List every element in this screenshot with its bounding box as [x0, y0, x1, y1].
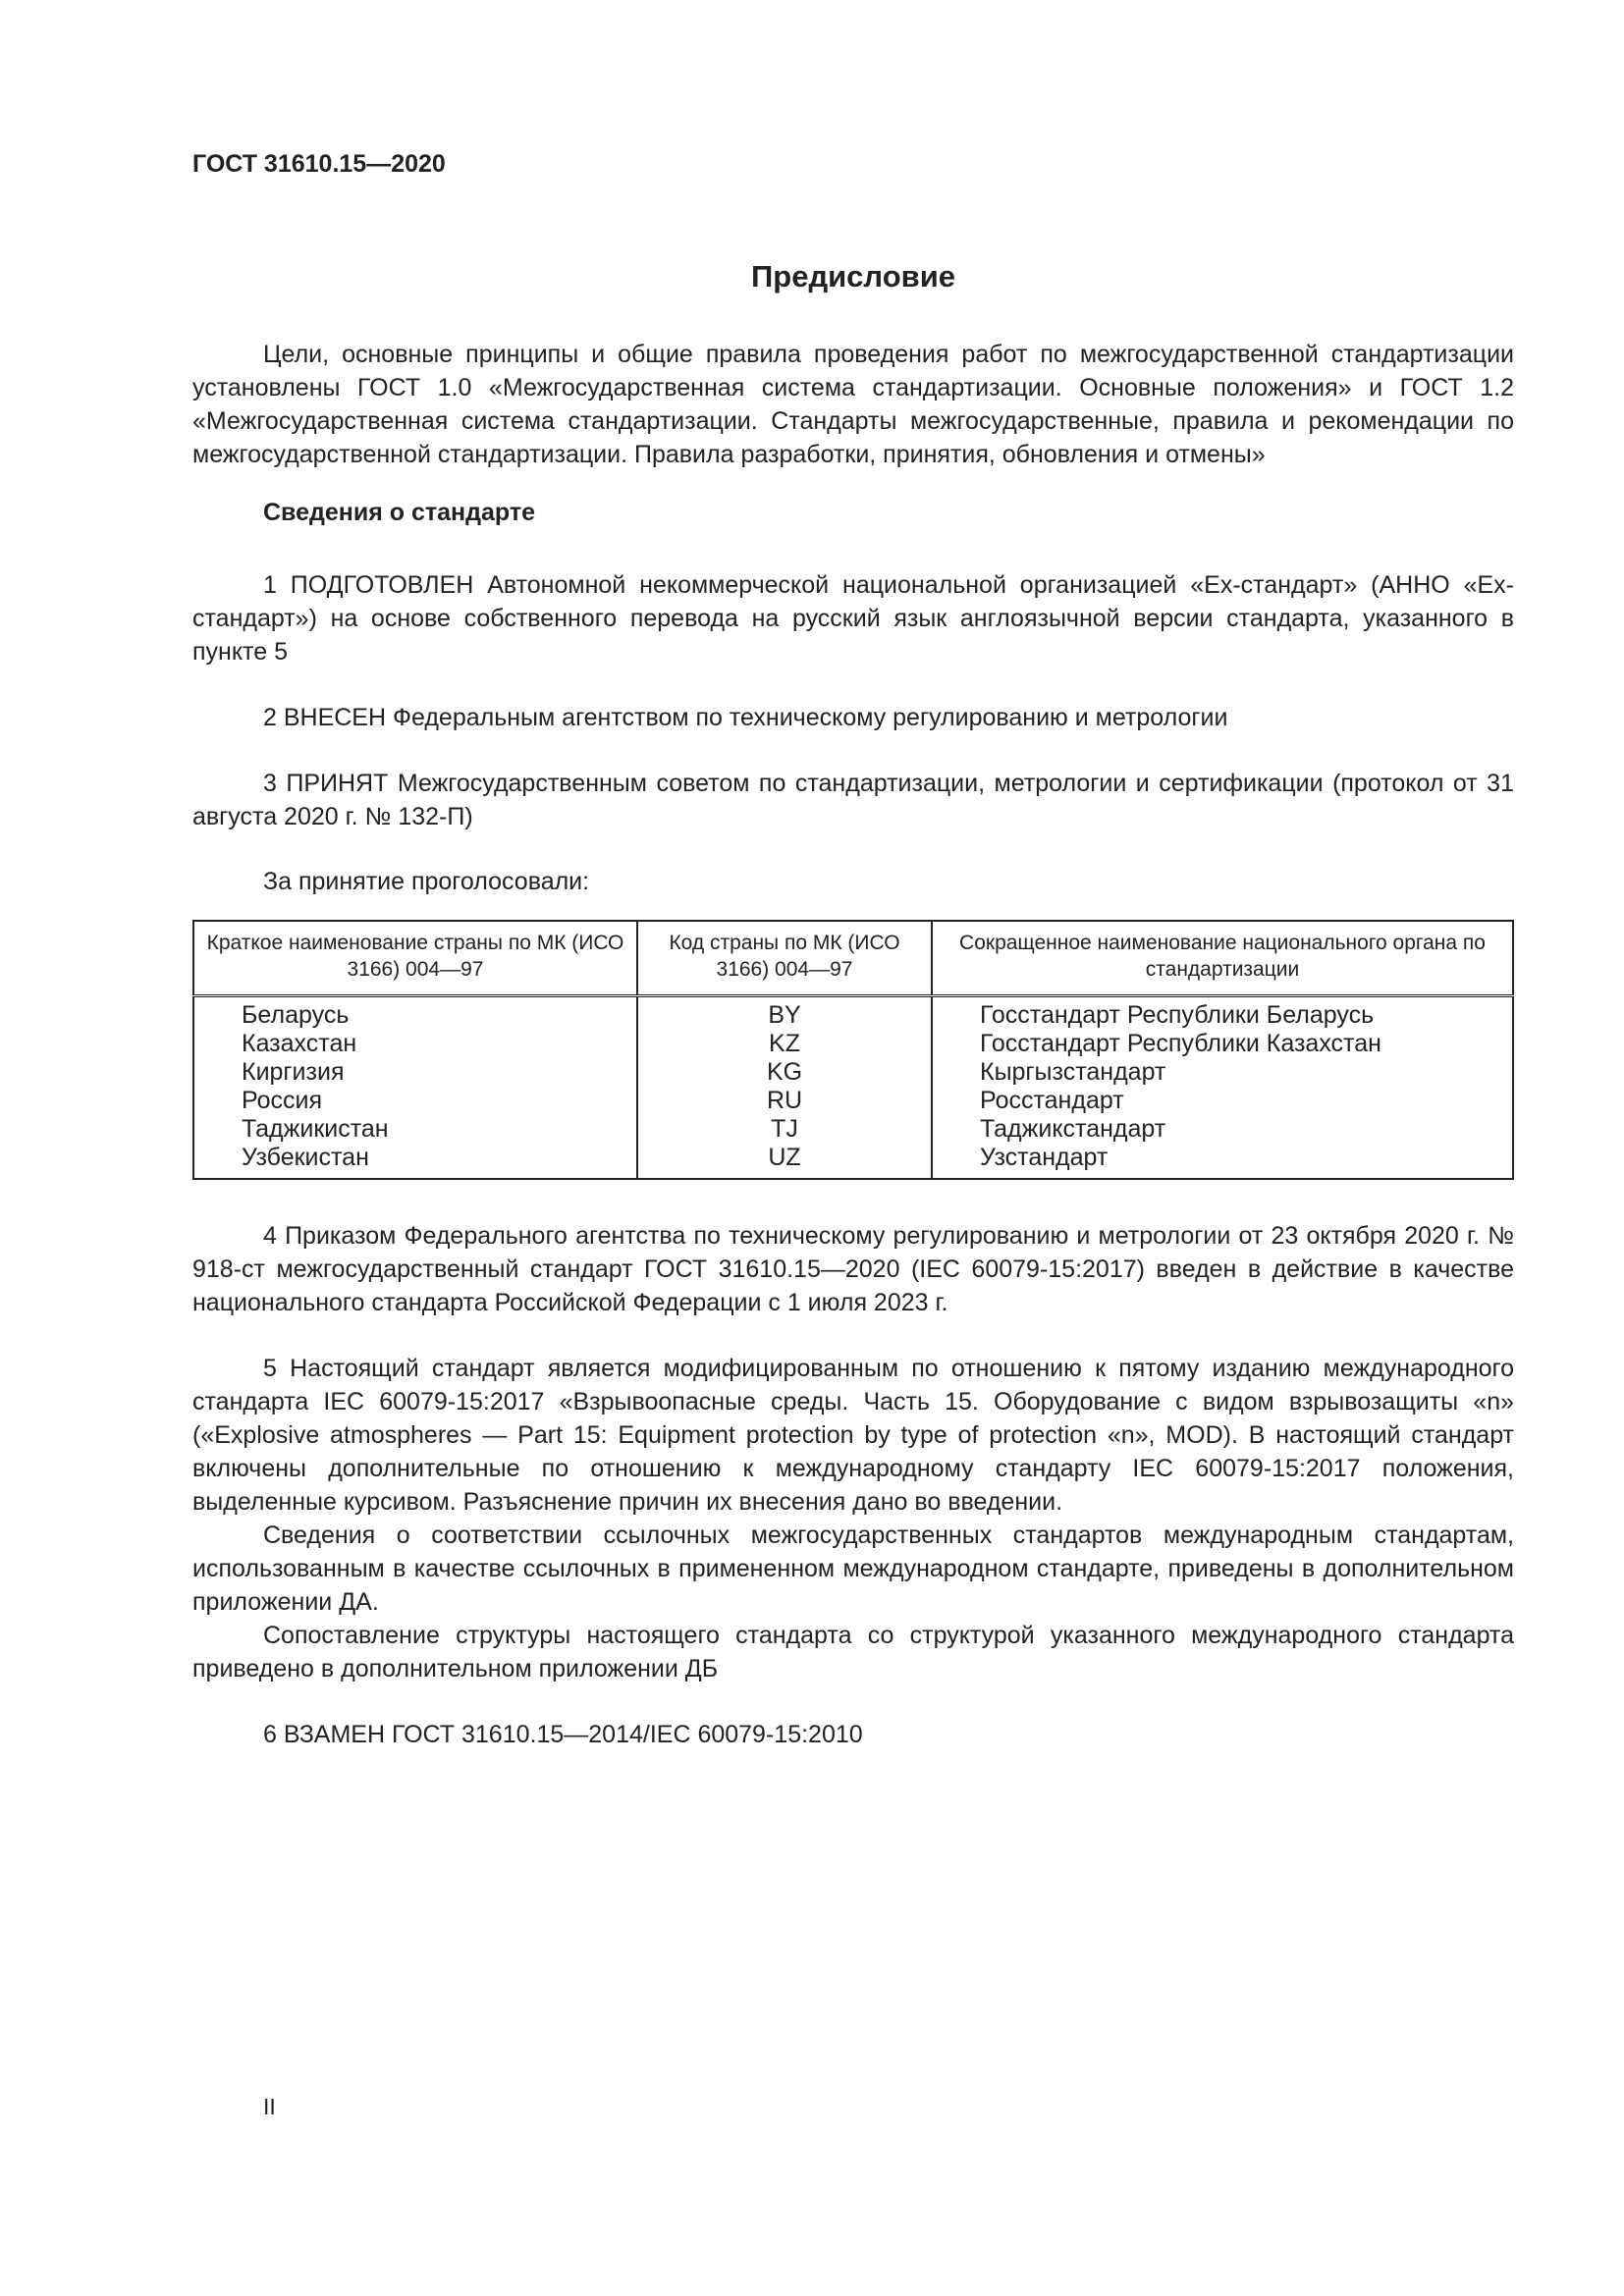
- code-cell: RU: [637, 1087, 932, 1115]
- body-cell: Кыргызстандарт: [932, 1058, 1513, 1087]
- column-header-country: Краткое наименование страны по МК (ИСО 3166) 004—97: [193, 921, 637, 996]
- document-page: [192, 147, 1514, 1751]
- country-cell: Беларусь: [193, 996, 637, 1031]
- votes-label: За принятие проголосовали:: [263, 868, 590, 895]
- country-cell: Киргизия: [193, 1058, 637, 1087]
- body-cell: Таджикстандарт: [932, 1115, 1513, 1144]
- section-subheading: Сведения о стандарте: [263, 499, 536, 526]
- page-title: Предисловие: [750, 259, 955, 294]
- item-5-paragraph: 5 Настоящий стандарт является модифицированным по отношению к пятому изданию международного стандарта IEC 60079-15:2017 «Взрывоопасные среды. Часть 15. Оборудование с видом взрывозащиты «n» («Explosive atmospheres — Part 15: Equipment protection by type of protection «n», MOD). В настоящий стандарт включены дополнительные по отношению к международному стандарту IEC 60079-15:2017 положения, выделенные курсивом. Разъяснение причин их внесения дано во введении.: [192, 1355, 1514, 1516]
- body-cell: Госстандарт Республики Казахстан: [932, 1030, 1513, 1058]
- item-6-paragraph: 6 ВЗАМЕН ГОСТ 31610.15—2014/IEC 60079-15:2010: [263, 1721, 863, 1748]
- table-row: [193, 1144, 1513, 1179]
- table-header-row: [193, 921, 1513, 996]
- country-cell: Узбекистан: [193, 1144, 637, 1179]
- code-cell: KG: [637, 1058, 932, 1087]
- item-4-paragraph: 4 Приказом Федерального агентства по техническому регулированию и метрологии от 23 октября 2020 г. № 918-ст межгосударственный стандарт ГОСТ 31610.15—2020 (IEC 60079-15:2017) введен в действие в качестве национального стандарта Российской Федерации с 1 июля 2023 г.: [192, 1222, 1514, 1316]
- code-cell: BY: [637, 996, 932, 1031]
- code-cell: UZ: [637, 1144, 932, 1179]
- country-cell: Россия: [193, 1087, 637, 1115]
- table-row: [193, 1058, 1513, 1087]
- item-3-paragraph: 3 ПРИНЯТ Межгосударственным советом по стандартизации, метрологии и сертификации (протокол от 31 августа 2020 г. № 132-П): [192, 770, 1514, 830]
- code-cell: KZ: [637, 1030, 932, 1058]
- column-header-code: Код страны по МК (ИСО 3166) 004—97: [637, 921, 932, 996]
- body-cell: Узстандарт: [932, 1144, 1513, 1179]
- document-code: ГОСТ 31610.15—2020: [192, 150, 446, 178]
- item-1-paragraph: 1 ПОДГОТОВЛЕН Автономной некоммерческой национальной организацией «Ех-стандарт» (АННО «Ех-стандарт») на основе собственного перевода на русский язык англоязычной версии стандарта, указанного в пункте 5: [192, 571, 1514, 666]
- item-5-references-paragraph: Сведения о соответствии ссылочных межгосударственных стандартов международным стандартам, использованным в качестве ссылочных в примененном международном стандарте, приведены в дополнительном приложении ДА.: [192, 1522, 1514, 1616]
- intro-paragraph: Цели, основные принципы и общие правила проведения работ по межгосударственной стандартизации установлены ГОСТ 1.0 «Межгосударственная система стандартизации. Основные положения» и ГОСТ 1.2 «Межгосударственная система стандартизации. Стандарты межгосударственные, правила и рекомендации по межгосударственной стандартизации. Правила разработки, принятия, обновления и отмены»: [192, 341, 1514, 468]
- table-row: [193, 996, 1513, 1031]
- item-5-structure-paragraph: Сопоставление структуры настоящего стандарта со структурой указанного международного стандарта приведено в дополнительном приложении ДБ: [192, 1622, 1514, 1682]
- column-header-body: Сокращенное наименование национального органа по стандартизации: [932, 921, 1513, 996]
- body-cell: Госстандарт Республики Беларусь: [932, 996, 1513, 1031]
- voting-countries-table: [192, 920, 1514, 1180]
- page-number: II: [263, 2094, 276, 2119]
- country-cell: Казахстан: [193, 1030, 637, 1058]
- table-row: [193, 1087, 1513, 1115]
- country-cell: Таджикистан: [193, 1115, 637, 1144]
- code-cell: TJ: [637, 1115, 932, 1144]
- item-2-paragraph: 2 ВНЕСЕН Федеральным агентством по техническому регулированию и метрологии: [263, 704, 1228, 731]
- body-cell: Росстандарт: [932, 1087, 1513, 1115]
- table-row: [193, 1030, 1513, 1058]
- table-row: [193, 1115, 1513, 1144]
